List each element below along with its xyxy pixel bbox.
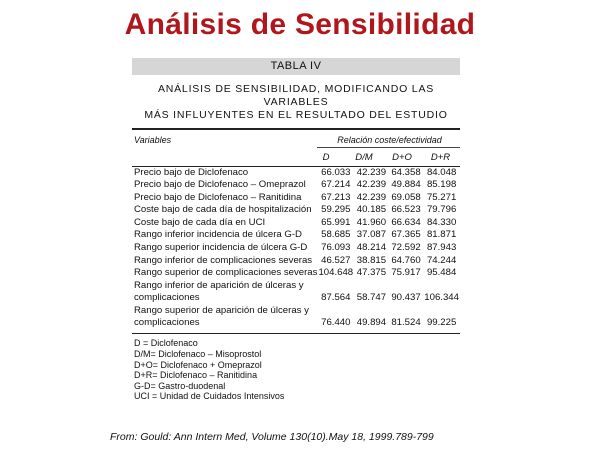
cell-do: 67.365 <box>391 229 421 241</box>
cell-do: 90.437 <box>391 292 421 304</box>
cell-d: 58.685 <box>321 229 351 241</box>
cell-do: 72.592 <box>391 242 421 254</box>
cell-do: 64.760 <box>391 254 421 266</box>
row-label: Coste bajo de cada día de hospitalización <box>134 204 312 216</box>
sensitivity-table <box>132 58 460 402</box>
cell-do: 75.917 <box>391 267 421 279</box>
row-label: Rango superior de aparición de úlceras y complicaciones <box>134 304 309 329</box>
row-label: Precio bajo de Diclofenaco – Omeprazol <box>134 179 306 191</box>
cell-dr: 99.225 <box>426 317 457 329</box>
row-label: Precio bajo de Diclofenaco – Ranitidina <box>134 191 302 203</box>
cell-do: 64.358 <box>391 166 421 178</box>
cell-dr: 95.484 <box>426 267 457 279</box>
table-row <box>132 192 460 205</box>
cell-dm: 42.239 <box>356 179 387 191</box>
cell-d: 104.648 <box>318 267 354 279</box>
cell-do: 66.634 <box>391 216 421 228</box>
table-row <box>132 167 460 180</box>
cell-dr: 75.271 <box>426 191 457 203</box>
cell-dm: 38.815 <box>356 254 387 266</box>
abbreviation-line: D+O= Diclofenaco + Omeprazol <box>134 359 262 370</box>
cell-d: 67.213 <box>321 191 351 203</box>
table-row <box>132 242 460 255</box>
cell-dr: 85.198 <box>426 179 457 191</box>
variables-header <box>132 135 460 145</box>
cell-do: 81.524 <box>391 317 421 329</box>
source-citation: From: Gould: Ann Intern Med, Volume 130(10).May 18, 1999.789-799 <box>110 431 434 443</box>
cell-dr: 79.796 <box>426 204 457 216</box>
column-headers <box>132 150 460 166</box>
table-row <box>132 267 460 280</box>
variables-label: Variables <box>134 134 172 145</box>
table-subtitle-line1: ANÁLISIS DE SENSIBILIDAD, MODIFICANDO LAS VARIABLES <box>157 83 435 108</box>
cell-d: 59.295 <box>321 204 351 216</box>
row-label: Rango superior incidencia de úlcera G-D <box>134 242 308 254</box>
cell-dm: 42.239 <box>356 166 387 178</box>
cell-do: 66.523 <box>391 204 421 216</box>
table-row <box>132 255 460 268</box>
cell-d: 46.527 <box>321 254 351 266</box>
table-row <box>132 280 460 305</box>
cell-dr: 84.330 <box>426 216 457 228</box>
column-header-do: D+O <box>392 151 412 163</box>
cell-dr: 81.871 <box>426 229 457 241</box>
row-label: Rango inferior incidencia de úlcera G-D <box>134 229 302 241</box>
table-row <box>132 229 460 242</box>
cell-dr: 74.244 <box>426 254 457 266</box>
header-rule <box>132 128 460 130</box>
table-row <box>132 179 460 192</box>
table-subtitle-line2: MÁS INFLUYENTES EN EL RESULTADO DEL ESTUDIO <box>144 109 448 121</box>
abbreviation-line: D = Diclofenaco <box>134 338 198 349</box>
table-subtitle <box>132 83 460 122</box>
cell-dr: 84.048 <box>426 166 457 178</box>
table-row <box>132 305 460 330</box>
table-bottom-rule <box>132 333 460 335</box>
table-row <box>132 217 460 230</box>
cell-dm: 49.894 <box>356 317 387 329</box>
cell-do: 69.058 <box>391 191 421 203</box>
cell-d: 65.991 <box>321 216 351 228</box>
row-label: Coste bajo de cada día en UCI <box>134 216 266 228</box>
column-header-d: D <box>322 151 330 163</box>
column-header-dm: D/M <box>355 151 373 163</box>
slide-title: Análisis de Sensibilidad <box>124 8 476 41</box>
cell-d: 87.564 <box>321 292 351 304</box>
cell-d: 76.440 <box>321 317 351 329</box>
cell-do: 49.884 <box>391 179 421 191</box>
table-label: TABLA IV <box>132 58 460 75</box>
cell-dm: 40.185 <box>356 204 387 216</box>
data-table <box>132 167 460 330</box>
table-row <box>132 204 460 217</box>
cell-dm: 48.214 <box>356 242 387 254</box>
cell-dm: 58.747 <box>356 292 387 304</box>
relation-label: Relación coste/efectividad <box>337 134 442 145</box>
cell-dm: 42.239 <box>356 191 387 203</box>
cell-d: 67.214 <box>321 179 351 191</box>
row-label: Rango inferior de complicaciones severas <box>134 254 313 266</box>
cell-dr: 87.943 <box>426 242 457 254</box>
row-label: Rango inferior de aparición de úlceras y complicaciones <box>134 279 304 304</box>
cell-d: 76.093 <box>321 242 351 254</box>
column-header-dr: D+R <box>430 151 451 163</box>
abbreviation-line: UCI = Unidad de Cuidados Intensivos <box>134 391 285 402</box>
cell-d: 66.033 <box>321 166 351 178</box>
abbreviation-line: D+R= Diclofenaco – Ranitidina <box>134 370 258 381</box>
row-label: Rango superior de complicaciones severas <box>134 267 318 279</box>
row-label: Precio bajo de Diclofenaco <box>134 166 249 178</box>
cell-dm: 37.087 <box>356 229 387 241</box>
abbreviation-line: G-D= Gastro-duodenal <box>134 380 226 391</box>
cell-dm: 47.375 <box>356 267 387 279</box>
abbreviation-line: D/M= Diclofenaco – Misoprostol <box>134 348 262 359</box>
relation-rule <box>317 147 460 148</box>
cell-dr: 106.344 <box>424 292 459 304</box>
cell-dm: 41.960 <box>356 216 387 228</box>
abbreviations <box>132 338 460 402</box>
